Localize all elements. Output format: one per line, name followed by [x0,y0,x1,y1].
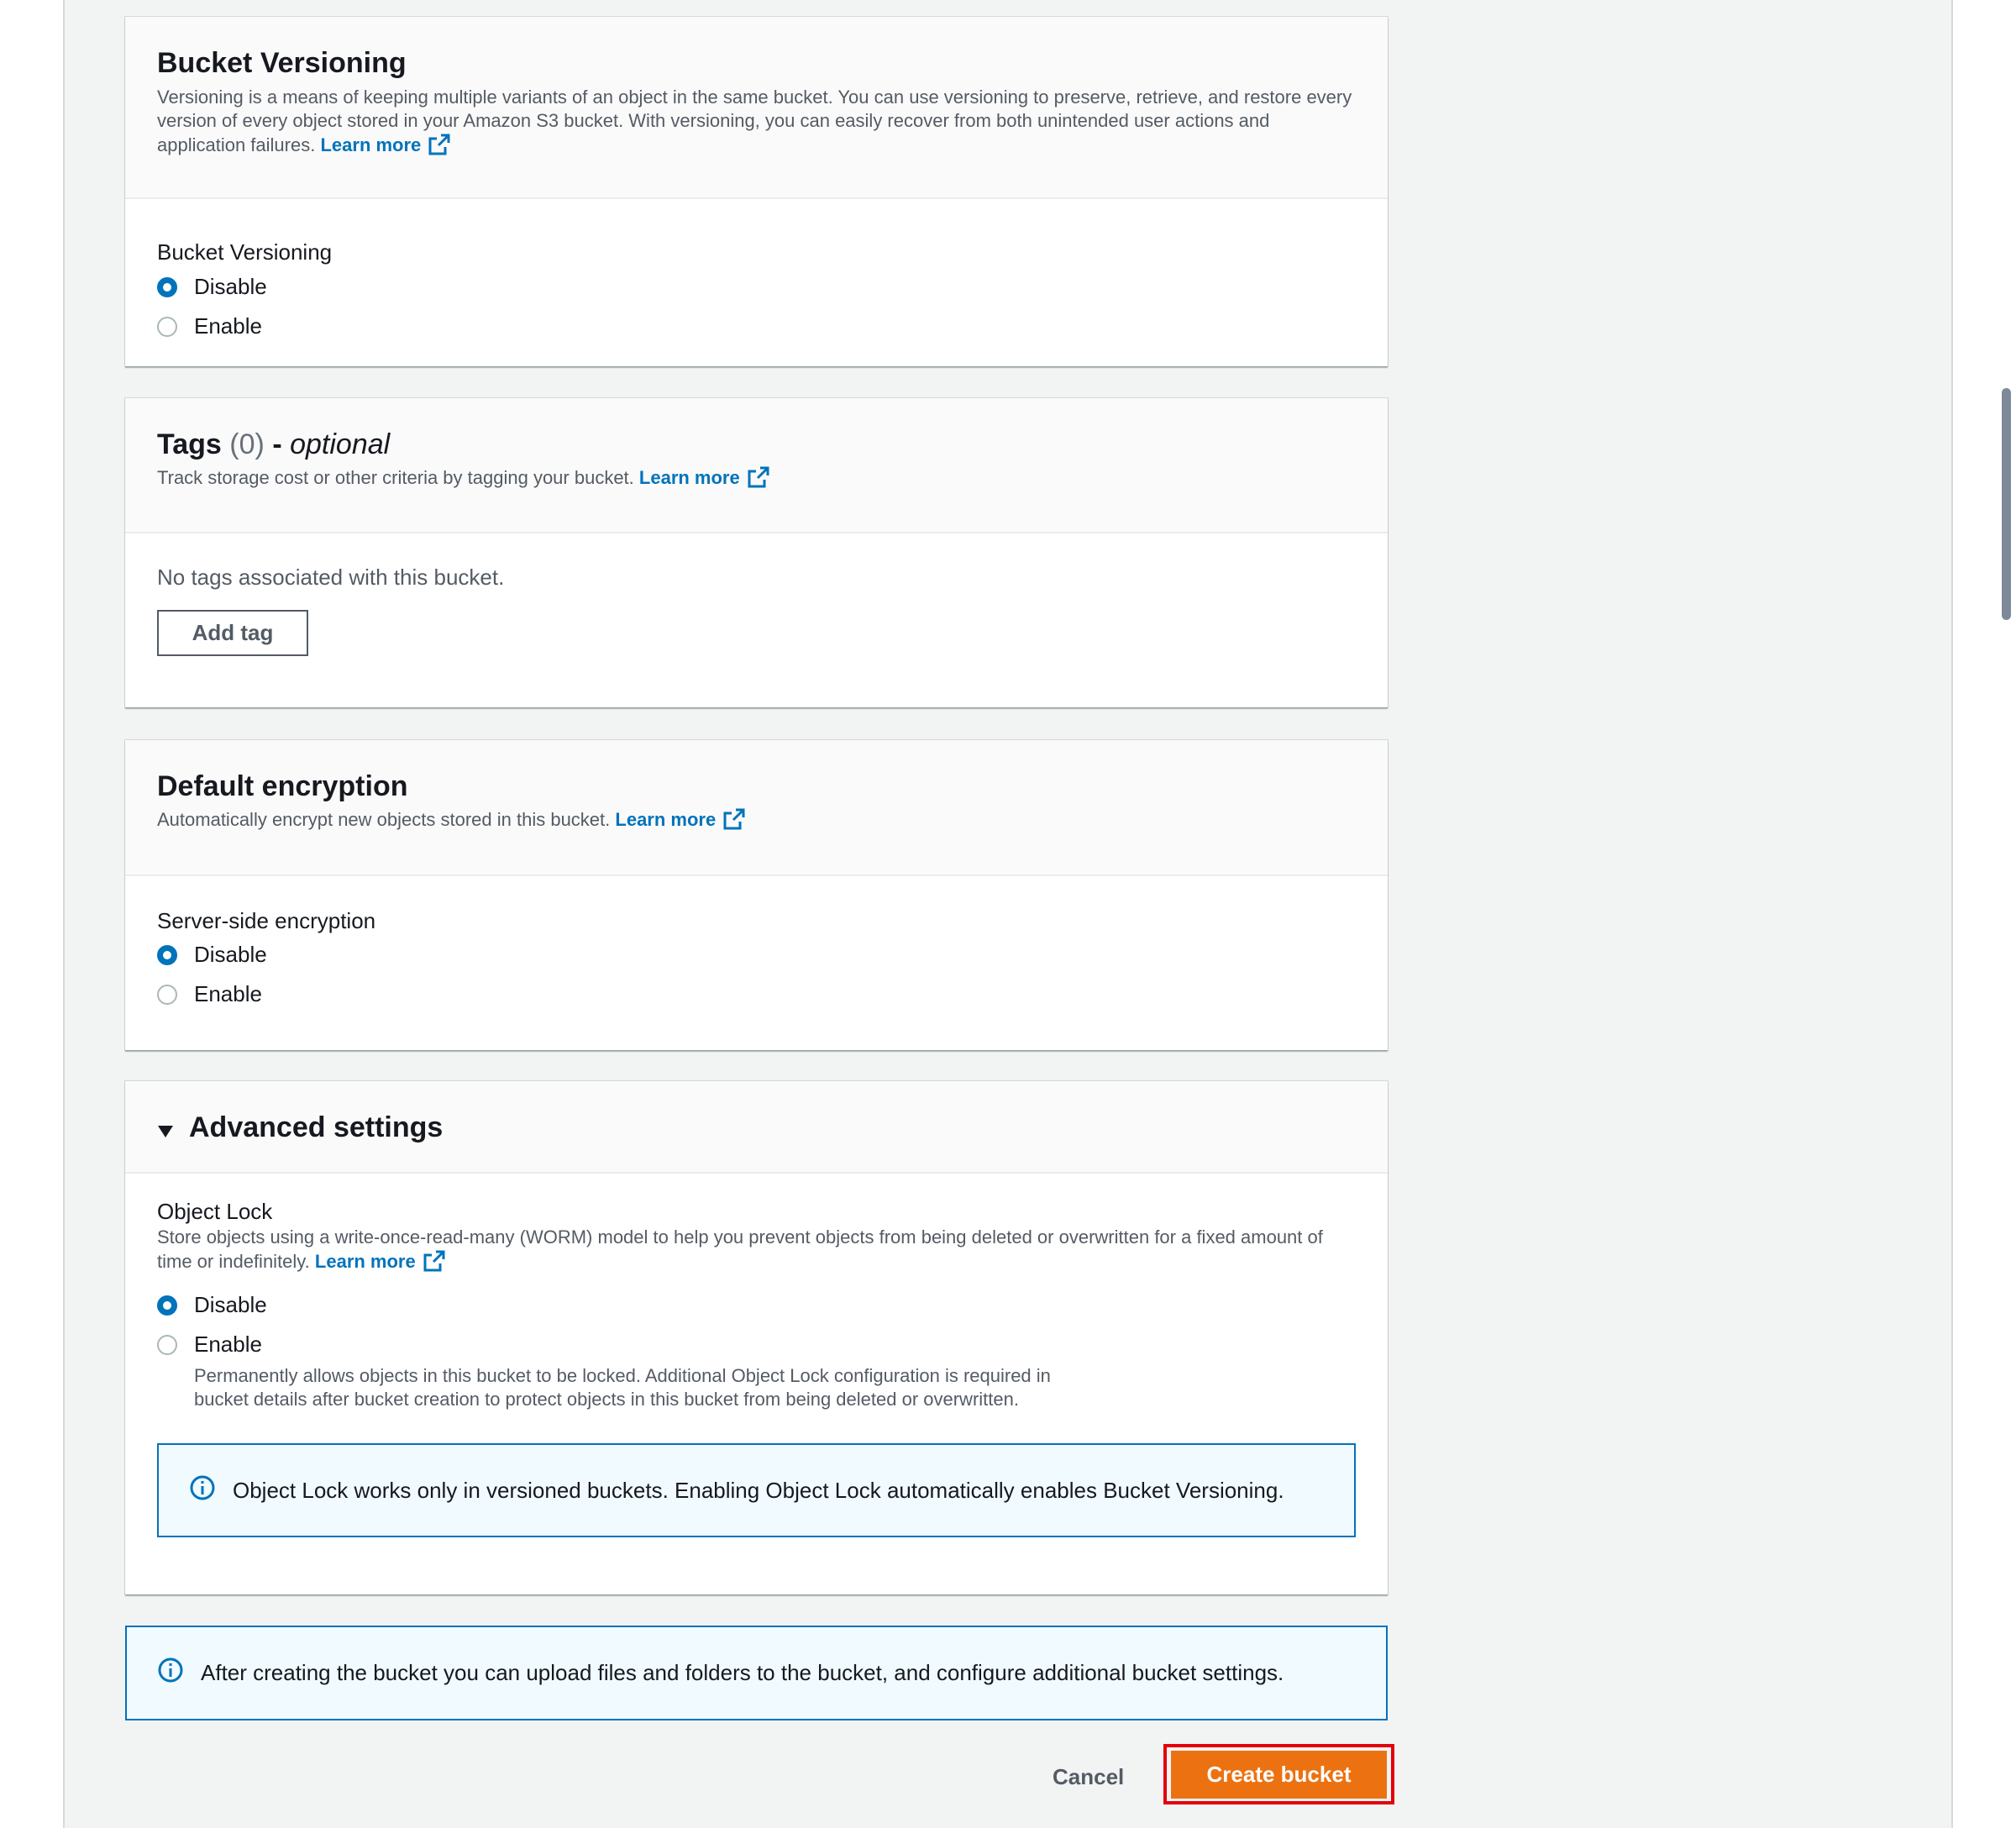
enable-description: Permanently allows objects in this bucket to be locked. Additional Object Lock configuration is required in bucket details after bucket creation to protect objects in this bucket from being deleted or overwritten. [194,1365,1051,1410]
caret-down-icon [157,1111,174,1147]
advanced-settings-panel [125,1081,1388,1594]
field-label: Bucket Versioning [157,239,333,265]
external-link-icon [722,807,746,837]
field-label: Server-side encryption [157,908,376,933]
radio-button[interactable] [157,277,177,297]
info-icon [189,1474,216,1507]
radio-label: Disable [194,1292,267,1317]
object-lock-description [157,1226,1350,1279]
advanced-settings-title: Advanced settings [189,1111,444,1143]
radio-enable[interactable] [157,1325,1356,1364]
learn-more-link[interactable] [320,134,451,155]
create-bucket-button[interactable]: Create bucket [1171,1751,1387,1799]
radio-label: Enable [194,981,262,1006]
bucket-versioning-panel [125,17,1388,366]
add-tag-button[interactable]: Add tag [157,610,308,656]
external-link-icon [428,133,451,162]
radio-button[interactable] [157,317,177,337]
description-text: Store objects using a write-once-read-many (WORM) model to help you prevent objects from being deleted or overwritten for a fixed amount of time or indefinitely. [157,1227,1323,1272]
radio-button[interactable] [157,1295,177,1316]
panel-body [125,1174,1388,1537]
learn-more-label: Learn more [638,467,740,488]
panel-title [157,427,1356,462]
radio-disable[interactable] [157,1285,1356,1325]
radio-button[interactable] [157,945,177,965]
panel-header [125,740,1388,876]
radio-label: Disable [194,942,267,967]
learn-more-link[interactable] [615,809,746,830]
panel-description [157,465,1356,495]
panel-body [125,199,1388,346]
external-link-icon [747,465,770,495]
tags-counter: (0) [229,428,265,460]
info-text: After creating the bucket you can upload files and folders to the bucket, and configure additional bucket settings. [201,1660,1284,1685]
learn-more-link[interactable] [639,467,770,488]
cancel-button[interactable]: Cancel [1053,1764,1125,1789]
panel-header [125,398,1388,533]
scrollbar-thumb[interactable] [2002,388,2011,620]
radio-disable[interactable] [157,935,1356,974]
external-link-icon [423,1249,446,1279]
radio-button[interactable] [157,985,177,1005]
bucket-info-alert [125,1626,1388,1720]
learn-more-label: Learn more [615,809,717,830]
default-encryption-panel [125,740,1388,1050]
radio-label: Disable [194,274,267,299]
panel-title: Default encryption [157,770,408,802]
radio-enable[interactable] [157,307,1356,346]
panel-description [157,86,1356,162]
description-text: Automatically encrypt new objects stored in this bucket. [157,809,611,830]
learn-more-link[interactable] [315,1251,446,1272]
optional-label: optional [290,428,391,460]
radio-button[interactable] [157,1335,177,1355]
radio-label: Enable [194,1332,262,1357]
scrollbar-track[interactable] [1995,0,2016,1828]
advanced-settings-toggle[interactable] [125,1081,1388,1174]
empty-tags-text: No tags associated with this bucket. [157,565,505,590]
panel-title: Bucket Versioning [157,47,407,79]
description-text: Track storage cost or other criteria by tagging your bucket. [157,467,634,488]
description-text: Versioning is a means of keeping multiple variants of an object in the same bucket. You can use versioning to preserve, retrieve, and restore every version of every object stored in your Amazon S3 bucket. With versioning, you can easily recover from both unintended user actions and application failures. [157,87,1352,155]
object-lock-label: Object Lock [157,1199,273,1224]
info-text: Object Lock works only in versioned buckets. Enabling Object Lock automatically enables Bucket Versioning. [233,1477,1284,1503]
panel-title [157,1110,1356,1147]
tags-panel [125,398,1388,707]
object-lock-info-alert [157,1443,1356,1537]
radio-disable[interactable] [157,267,1356,307]
panel-body [125,533,1388,656]
info-icon [157,1657,184,1689]
radio-enable[interactable] [157,974,1356,1014]
panel-body [125,876,1388,1014]
learn-more-label: Learn more [314,1251,416,1272]
tags-title: Tags [157,428,222,460]
panel-description [157,807,1356,837]
radio-label: Enable [194,313,262,339]
panel-header [125,17,1388,199]
optional-dash: - [272,428,282,460]
learn-more-label: Learn more [320,134,422,155]
